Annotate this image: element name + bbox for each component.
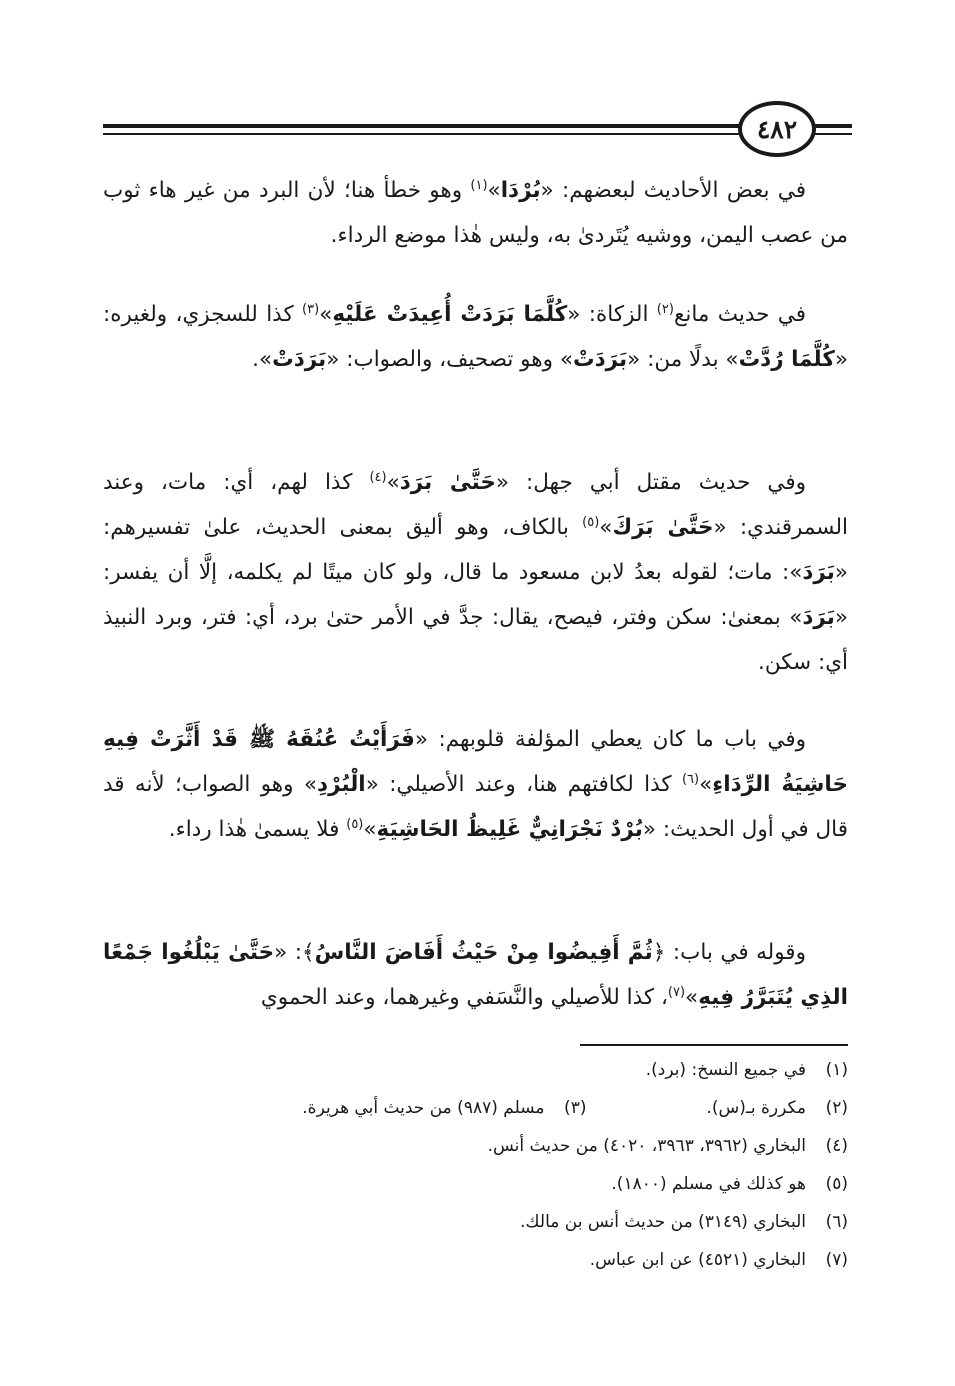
text: »	[699, 772, 713, 797]
text: »	[386, 470, 400, 495]
footnote-ref: (٣)	[302, 301, 320, 317]
footnote-ref: (٥)	[582, 514, 600, 530]
hadith-quote: بَرَدَتْ	[272, 347, 327, 372]
footnote-number: (٢)	[825, 1098, 848, 1118]
footnote-number: (٦)	[825, 1212, 848, 1232]
footnote-text: هو كذلك في مسلم (١٨٠٠).	[611, 1174, 806, 1194]
text: ، كذا للأصيلي والنَّسَفي وغيرهما، وعند الحموي	[260, 985, 668, 1010]
footnote-number: (٧)	[825, 1250, 848, 1270]
footnote-ref: (١)	[470, 177, 488, 193]
hadith-quote: الْبُرْدِ	[317, 772, 366, 797]
footnote-text: في جميع النسخ: (برد).	[645, 1060, 806, 1080]
footnote-text: مكررة بـ(س).	[706, 1098, 806, 1118]
text: وقوله في باب: ﴿	[652, 940, 806, 965]
footnote-1	[646, 1060, 848, 1080]
footnote-ref: (٢)	[656, 301, 674, 317]
text: كذا لكافتهم هنا، وعند الأصيلي: «	[365, 772, 682, 797]
header-rule-thick	[103, 124, 743, 128]
paragraph-3	[103, 460, 848, 685]
text: فلا يسمىٰ هٰذا رداء.	[168, 817, 347, 842]
hadith-quote: بَرَدَتْ	[573, 347, 628, 372]
header-rule-right-thin	[812, 133, 852, 135]
text: »	[363, 817, 377, 842]
text: في بعض الأحاديث لبعضهم: «	[540, 178, 806, 203]
footnote-6	[520, 1212, 848, 1232]
text: » وهو تصحيف، والصواب: «	[326, 347, 573, 372]
footnote-ref: (٤)	[369, 469, 387, 485]
footnote-ref: (٧)	[667, 984, 686, 1000]
footnote-7	[590, 1250, 848, 1270]
text: بالكاف، وهو أليق بمعنى الحديث، علىٰ تفسيرهم: «	[103, 515, 848, 585]
footnote-ref: (٥)	[346, 816, 364, 832]
footnote-number: (٤)	[825, 1136, 848, 1156]
footnote-4	[488, 1136, 848, 1156]
footnote-text: مسلم (٩٨٧) من حديث أبي هريرة.	[302, 1098, 545, 1118]
header-rule-right-thick	[812, 124, 852, 128]
hadith-quote: بَرَدَ	[802, 560, 835, 585]
hadith-quote: حَتَّىٰ يَبْلُغُوا جَمْعًا الذِي يُتَبَرَّرُ فِيهِ	[103, 940, 848, 1010]
paragraph-1	[103, 168, 848, 258]
footnote-separator	[580, 1044, 848, 1046]
text: في حديث مانع	[673, 302, 806, 327]
footnote-text: البخاري (٣١٤٩) من حديث أنس بن مالك.	[520, 1212, 806, 1232]
text: »: مات؛ لقوله بعدُ لابن مسعود ما قال، ولو كان ميتًا لم يكلمه، إلَّا أن يفسر: «	[103, 560, 848, 630]
text: وهو خطأ هنا؛ لأن البرد من غير هاء ثوب من عصب اليمن، ووشيه يُتَردىٰ به، وليس هٰذا موضع الرداء.	[103, 178, 848, 248]
footnote-text: البخاري (٣٩٦٢، ٣٩٦٣، ٤٠٢٠) من حديث أنس.	[487, 1136, 806, 1156]
text: الزكاة: «	[567, 302, 657, 327]
page-number: ٤٨٢	[738, 101, 816, 157]
text: كذا لهم، أي: مات، وعند السمرقندي: «	[103, 470, 848, 540]
hadith-quote: كُلَّمَا رُدَّتْ	[738, 347, 835, 372]
text: »	[599, 515, 613, 540]
footnote-text: البخاري (٤٥٢١) عن ابن عباس.	[589, 1250, 806, 1270]
text: ﴾: «	[274, 940, 315, 965]
hadith-quote: بُرْدٌ نَجْرَانِيٌّ غَلِيظُ الحَاشِيَةِ	[376, 817, 643, 842]
text: »	[487, 178, 501, 203]
hadith-quote: بُرْدَا	[500, 178, 541, 203]
text: كذا للسجزي، ولغيره: «	[103, 302, 848, 372]
paragraph-4	[103, 717, 848, 852]
quran-quote: ثُمَّ أَفِيضُوا مِنْ حَيْثُ أَفَاضَ النَّاسُ	[314, 940, 653, 965]
text: » وهو الصواب؛ لأنه قد قال في أول الحديث: «	[103, 772, 848, 842]
text: ».	[252, 347, 273, 372]
text: وفي باب ما كان يعطي المؤلفة قلوبهم: «	[414, 727, 806, 752]
header-rule-thin	[103, 133, 743, 135]
footnote-number: (٥)	[825, 1174, 848, 1194]
hadith-quote: بَرَدَ	[802, 605, 835, 630]
hadith-quote: كُلَّمَا بَرَدَتْ أُعِيدَتْ عَلَيْهِ	[332, 302, 568, 327]
footnote-number: (١)	[825, 1060, 848, 1080]
footnote-ref: (٦)	[681, 771, 700, 787]
text: » بدلًا من: «	[627, 347, 739, 372]
paragraph-5	[103, 930, 848, 1020]
footnote-5	[611, 1174, 848, 1194]
text: وفي حديث مقتل أبي جهل: «	[495, 470, 807, 495]
paragraph-2	[103, 292, 848, 382]
text: »	[319, 302, 333, 327]
hadith-quote: حَتَّىٰ بَرَدَ	[399, 470, 496, 495]
hadith-quote: حَتَّىٰ بَرَكَ	[612, 515, 714, 540]
hadith-quote: فَرَأَيْتُ عُنُقَهُ ﷺ قَدْ أَثَّرَتْ فِيهِ حَاشِيَةُ الرِّدَاءِ	[103, 727, 848, 797]
text: »	[685, 985, 699, 1010]
footnote-number: (٣)	[564, 1098, 587, 1118]
text: » بمعنىٰ: سكن وفتر، فيصح، يقال: جدَّ في الأمر حتىٰ برد، أي: فتر، وبرد النبيذ أي: سكن.	[103, 605, 848, 675]
footnote-2	[302, 1098, 848, 1118]
